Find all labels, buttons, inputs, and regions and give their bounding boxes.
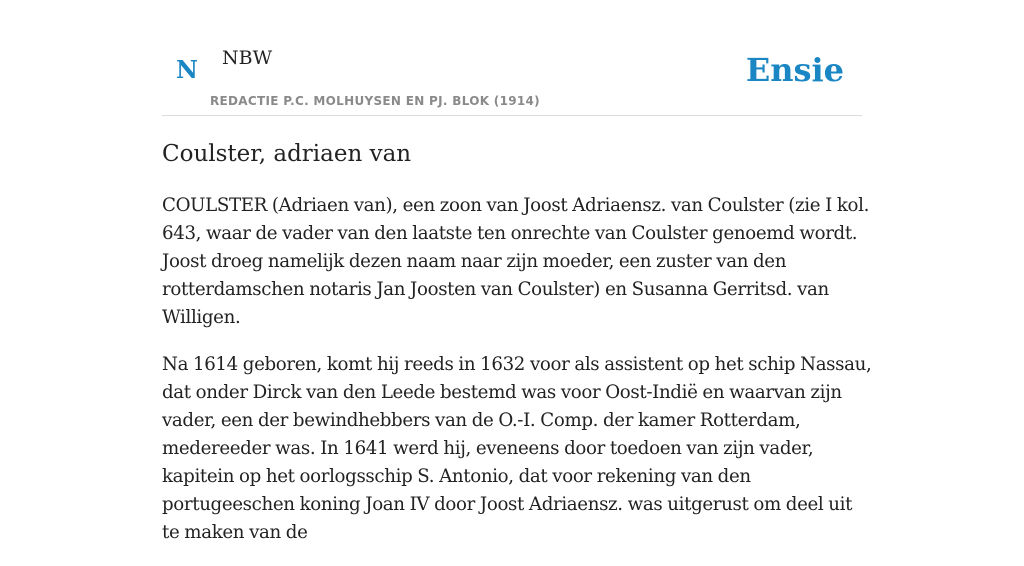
source-logo[interactable]: N [176,55,198,84]
ensie-logo-link[interactable]: Ensie [745,51,844,89]
article-title: Coulster, adriaen van [162,141,412,167]
article-body [162,192,872,566]
source-header [162,0,862,116]
article-paragraph: Na 1614 geboren, komt hij reeds in 1632 voor als assistent op het schip Nassau, dat onder Dirck van den Leede bestemd was voor Oost-Indië en waarvan zijn vader, een der bewindhebbers van de O.-I. Comp. der kamer Rotterdam, medereeder was. In 1641 werd hij, eveneens door toedoen van zijn vader, kapitein op het oorlogsschip S. Antonio, dat voor rekening van den portugeeschen koning Joan IV door Joost Adriaensz. was uitgerust om deel uit te maken van de [162,354,872,543]
article-paragraph: COULSTER (Adriaen van), een zoon van Joost Adriaensz. van Coulster (zie I kol. 643, waar de vader van den laatste ten onrechte van Coulster genoemd wordt. Joost droeg namelijk dezen naam naar zijn moeder, een zuster van den rotterdamschen notaris Jan Joosten van Coulster) en Susanna Gerritsd. van Willigen. [162,195,870,328]
source-subtitle: REDACTIE P.C. MOLHUYSEN EN PJ. BLOK (1914) [210,94,540,108]
source-name-link[interactable]: NBW [222,47,273,69]
